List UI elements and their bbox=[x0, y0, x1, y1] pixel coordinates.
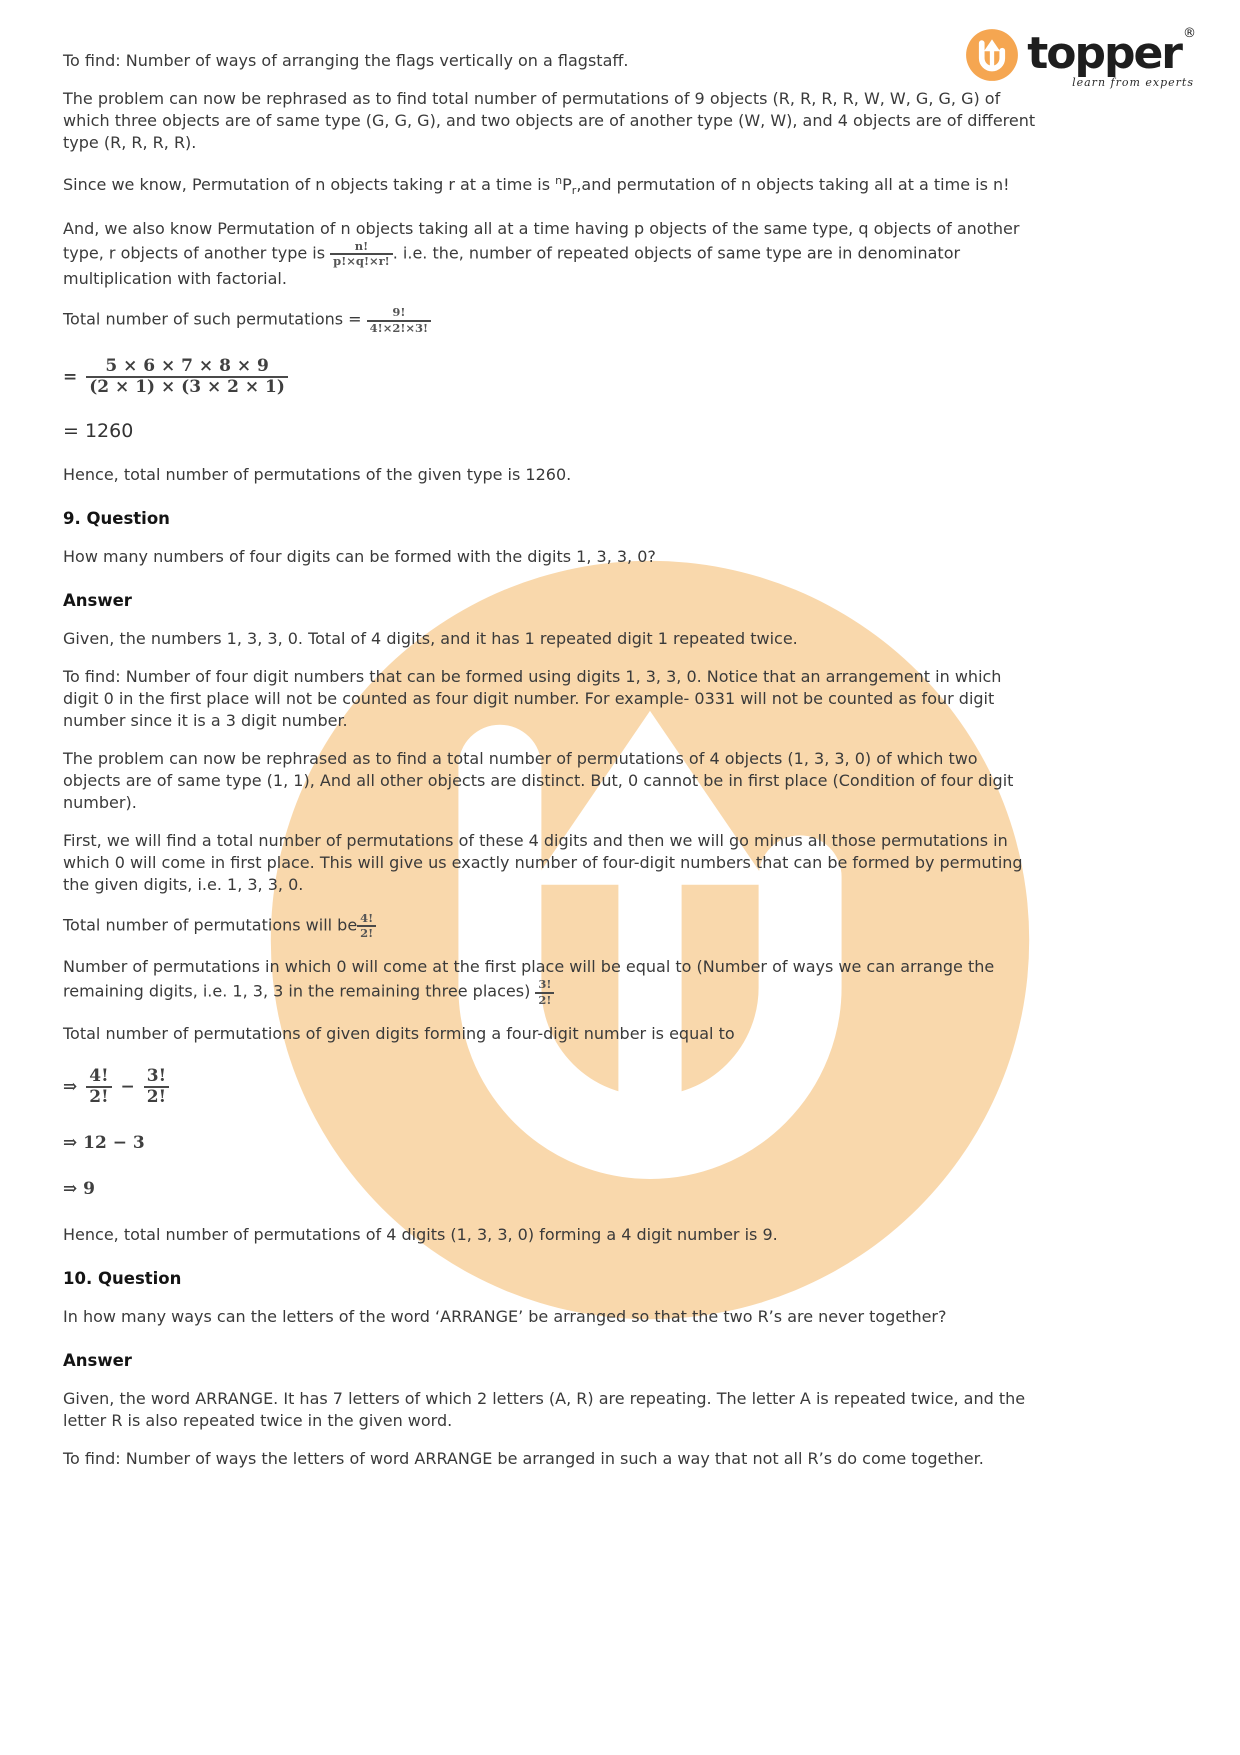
fraction-3-over-2-large bbox=[144, 1067, 169, 1108]
para-zero-first-place bbox=[63, 956, 1038, 1006]
para-since-we-know bbox=[63, 170, 1038, 202]
fraction-numerator: 3! bbox=[535, 978, 554, 993]
text-run: Since we know, Permutation of n objects taking r at a time is bbox=[63, 175, 556, 194]
fraction-9-factorial bbox=[367, 306, 431, 334]
topper-logo bbox=[965, 28, 1194, 89]
para-hence-1260: Hence, total number of permutations of the given type is 1260. bbox=[63, 464, 572, 484]
fraction-denominator: 2! bbox=[89, 1087, 109, 1108]
npr-subscript: r bbox=[571, 184, 577, 197]
fraction-4-over-2-large bbox=[86, 1067, 111, 1108]
logo-tagline: learn from experts bbox=[1072, 76, 1194, 89]
fraction-n-over-pqr bbox=[330, 240, 393, 268]
para-equal-to: Total number of permutations of given digits forming a four-digit number is equal to bbox=[63, 1023, 735, 1043]
para-given-arrange: Given, the word ARRANGE. It has 7 letters of which 2 letters (A, R) are repeating. The letter A is repeated twice, and the letter R is also repeated twice in the given word. bbox=[63, 1388, 1026, 1430]
fraction-numerator: 4! bbox=[86, 1067, 111, 1089]
implies-arrow: ⇒ bbox=[63, 1077, 78, 1098]
para-rephrase-4-objects: The problem can now be rephrased as to find a total number of permutations of 4 objects (1, 3, 3, 0) of which two objects are of same type (1, 1), And all other objects are distinct. But, 0 cannot be in first place (Condition of four digit number). bbox=[63, 748, 1014, 812]
fraction-denominator: 2! bbox=[538, 992, 552, 1007]
formula-result-1260: = 1260 bbox=[63, 419, 134, 442]
npr-base: P bbox=[562, 175, 572, 194]
formula-subtraction bbox=[63, 1067, 1038, 1108]
question-9-text: How many numbers of four digits can be formed with the digits 1, 3, 3, 0? bbox=[63, 546, 656, 566]
logo-brand: topper bbox=[1027, 28, 1181, 79]
para-to-find-four-digit: To find: Number of four digit numbers that can be formed using digits 1, 3, 3, 0. Notice that an arrangement in which digit 0 in the first place will not be counted as four digit number. For example- 0331 will not be counted as four digit number since it is a 3 digit number. bbox=[63, 666, 1002, 730]
question-9-heading: 9. Question bbox=[63, 508, 170, 528]
question-10-text: In how many ways can the letters of the word ‘ARRANGE’ be arranged so that the two R’s are never together? bbox=[63, 1306, 947, 1326]
fraction-3-over-2 bbox=[535, 978, 554, 1006]
fraction-denominator: 2! bbox=[146, 1087, 167, 1108]
fraction-numerator: 5 × 6 × 7 × 8 × 9 bbox=[86, 357, 288, 379]
fraction-denominator: 2! bbox=[360, 926, 374, 941]
fraction-4-over-2 bbox=[357, 912, 376, 940]
question-10-heading: 10. Question bbox=[63, 1268, 182, 1288]
npr-superscript: n bbox=[555, 174, 563, 187]
formula-12-minus-3: ⇒ 12 − 3 bbox=[63, 1132, 145, 1153]
text-run: And, we also know Permutation of n objects taking all at a time having p objects of the same type, q objects of another type, r objects of another type is bbox=[63, 219, 1020, 263]
text-run: . i.e. the, number of repeated objects of same type are in denominator multiplication with factorial. bbox=[63, 243, 961, 289]
topper-monogram-icon bbox=[965, 28, 1019, 82]
text-run: ,and permutation of n objects taking all at a time is n! bbox=[576, 175, 1010, 194]
formula-expanded-fraction bbox=[63, 357, 1038, 398]
text-run: Number of permutations in which 0 will come at the first place will be equal to (Number of ways we can arrange the remaining digits, i.e. 1, 3, 3 in the remaining three places) bbox=[63, 957, 995, 1002]
fraction-numerator: n! bbox=[330, 240, 393, 255]
fraction-expanded bbox=[86, 357, 288, 398]
para-to-find-arrange: To find: Number of ways the letters of word ARRANGE be arranged in such a way that not all R’s do come together. bbox=[63, 1448, 984, 1468]
fraction-numerator: 4! bbox=[357, 912, 376, 927]
para-first-we-will-find: First, we will find a total number of permutations of these 4 digits and then we will go minus all those permutations in which 0 will come in first place. This will give us exactly number of four-digit numbers that can be formed by permuting the given digits, i.e. 1, 3, 3, 0. bbox=[63, 830, 1023, 894]
answer-9-heading: Answer bbox=[63, 590, 132, 610]
minus-sign: − bbox=[120, 1077, 135, 1098]
fraction-numerator: 3! bbox=[144, 1067, 169, 1089]
fraction-denominator: 4!×2!×3! bbox=[369, 320, 429, 335]
fraction-denominator: (2 × 1) × (3 × 2 × 1) bbox=[89, 377, 285, 398]
para-rephrase-9-objects: The problem can now be rephrased as to find total number of permutations of 9 objects (R, R, R, R, W, W, G, G, G) of which three objects are of same type (G, G, G), and two objects are of another type (W, W), and 4 objects are of different type (R, R, R, R). bbox=[63, 89, 1036, 152]
para-to-find-flags: To find: Number of ways of arranging the flags vertically on a flagstaff. bbox=[63, 51, 629, 70]
text-run: Total number of permutations will be bbox=[63, 915, 358, 935]
answer-10-heading: Answer bbox=[63, 1350, 132, 1370]
para-and-we-also-know bbox=[63, 218, 1038, 290]
fraction-numerator: 9! bbox=[367, 306, 431, 321]
formula-9: ⇒ 9 bbox=[63, 1178, 95, 1199]
equals-sign: = bbox=[348, 310, 362, 330]
para-given-numbers: Given, the numbers 1, 3, 3, 0. Total of 4 digits, and it has 1 repeated digit 1 repeated twice. bbox=[63, 628, 798, 648]
logo-text bbox=[1027, 28, 1194, 89]
equals-sign: = bbox=[63, 367, 78, 388]
text-run: Total number of such permutations bbox=[63, 310, 344, 330]
logo-registered-mark: ® bbox=[1183, 26, 1196, 41]
fraction-denominator: p!×q!×r! bbox=[333, 254, 390, 269]
para-hence-9: Hence, total number of permutations of 4 digits (1, 3, 3, 0) forming a 4 digit number is 9. bbox=[63, 1224, 778, 1244]
para-total-permutations-will-be bbox=[63, 912, 1038, 940]
document-content bbox=[63, 50, 1038, 1486]
para-total-permutations bbox=[63, 306, 1038, 334]
